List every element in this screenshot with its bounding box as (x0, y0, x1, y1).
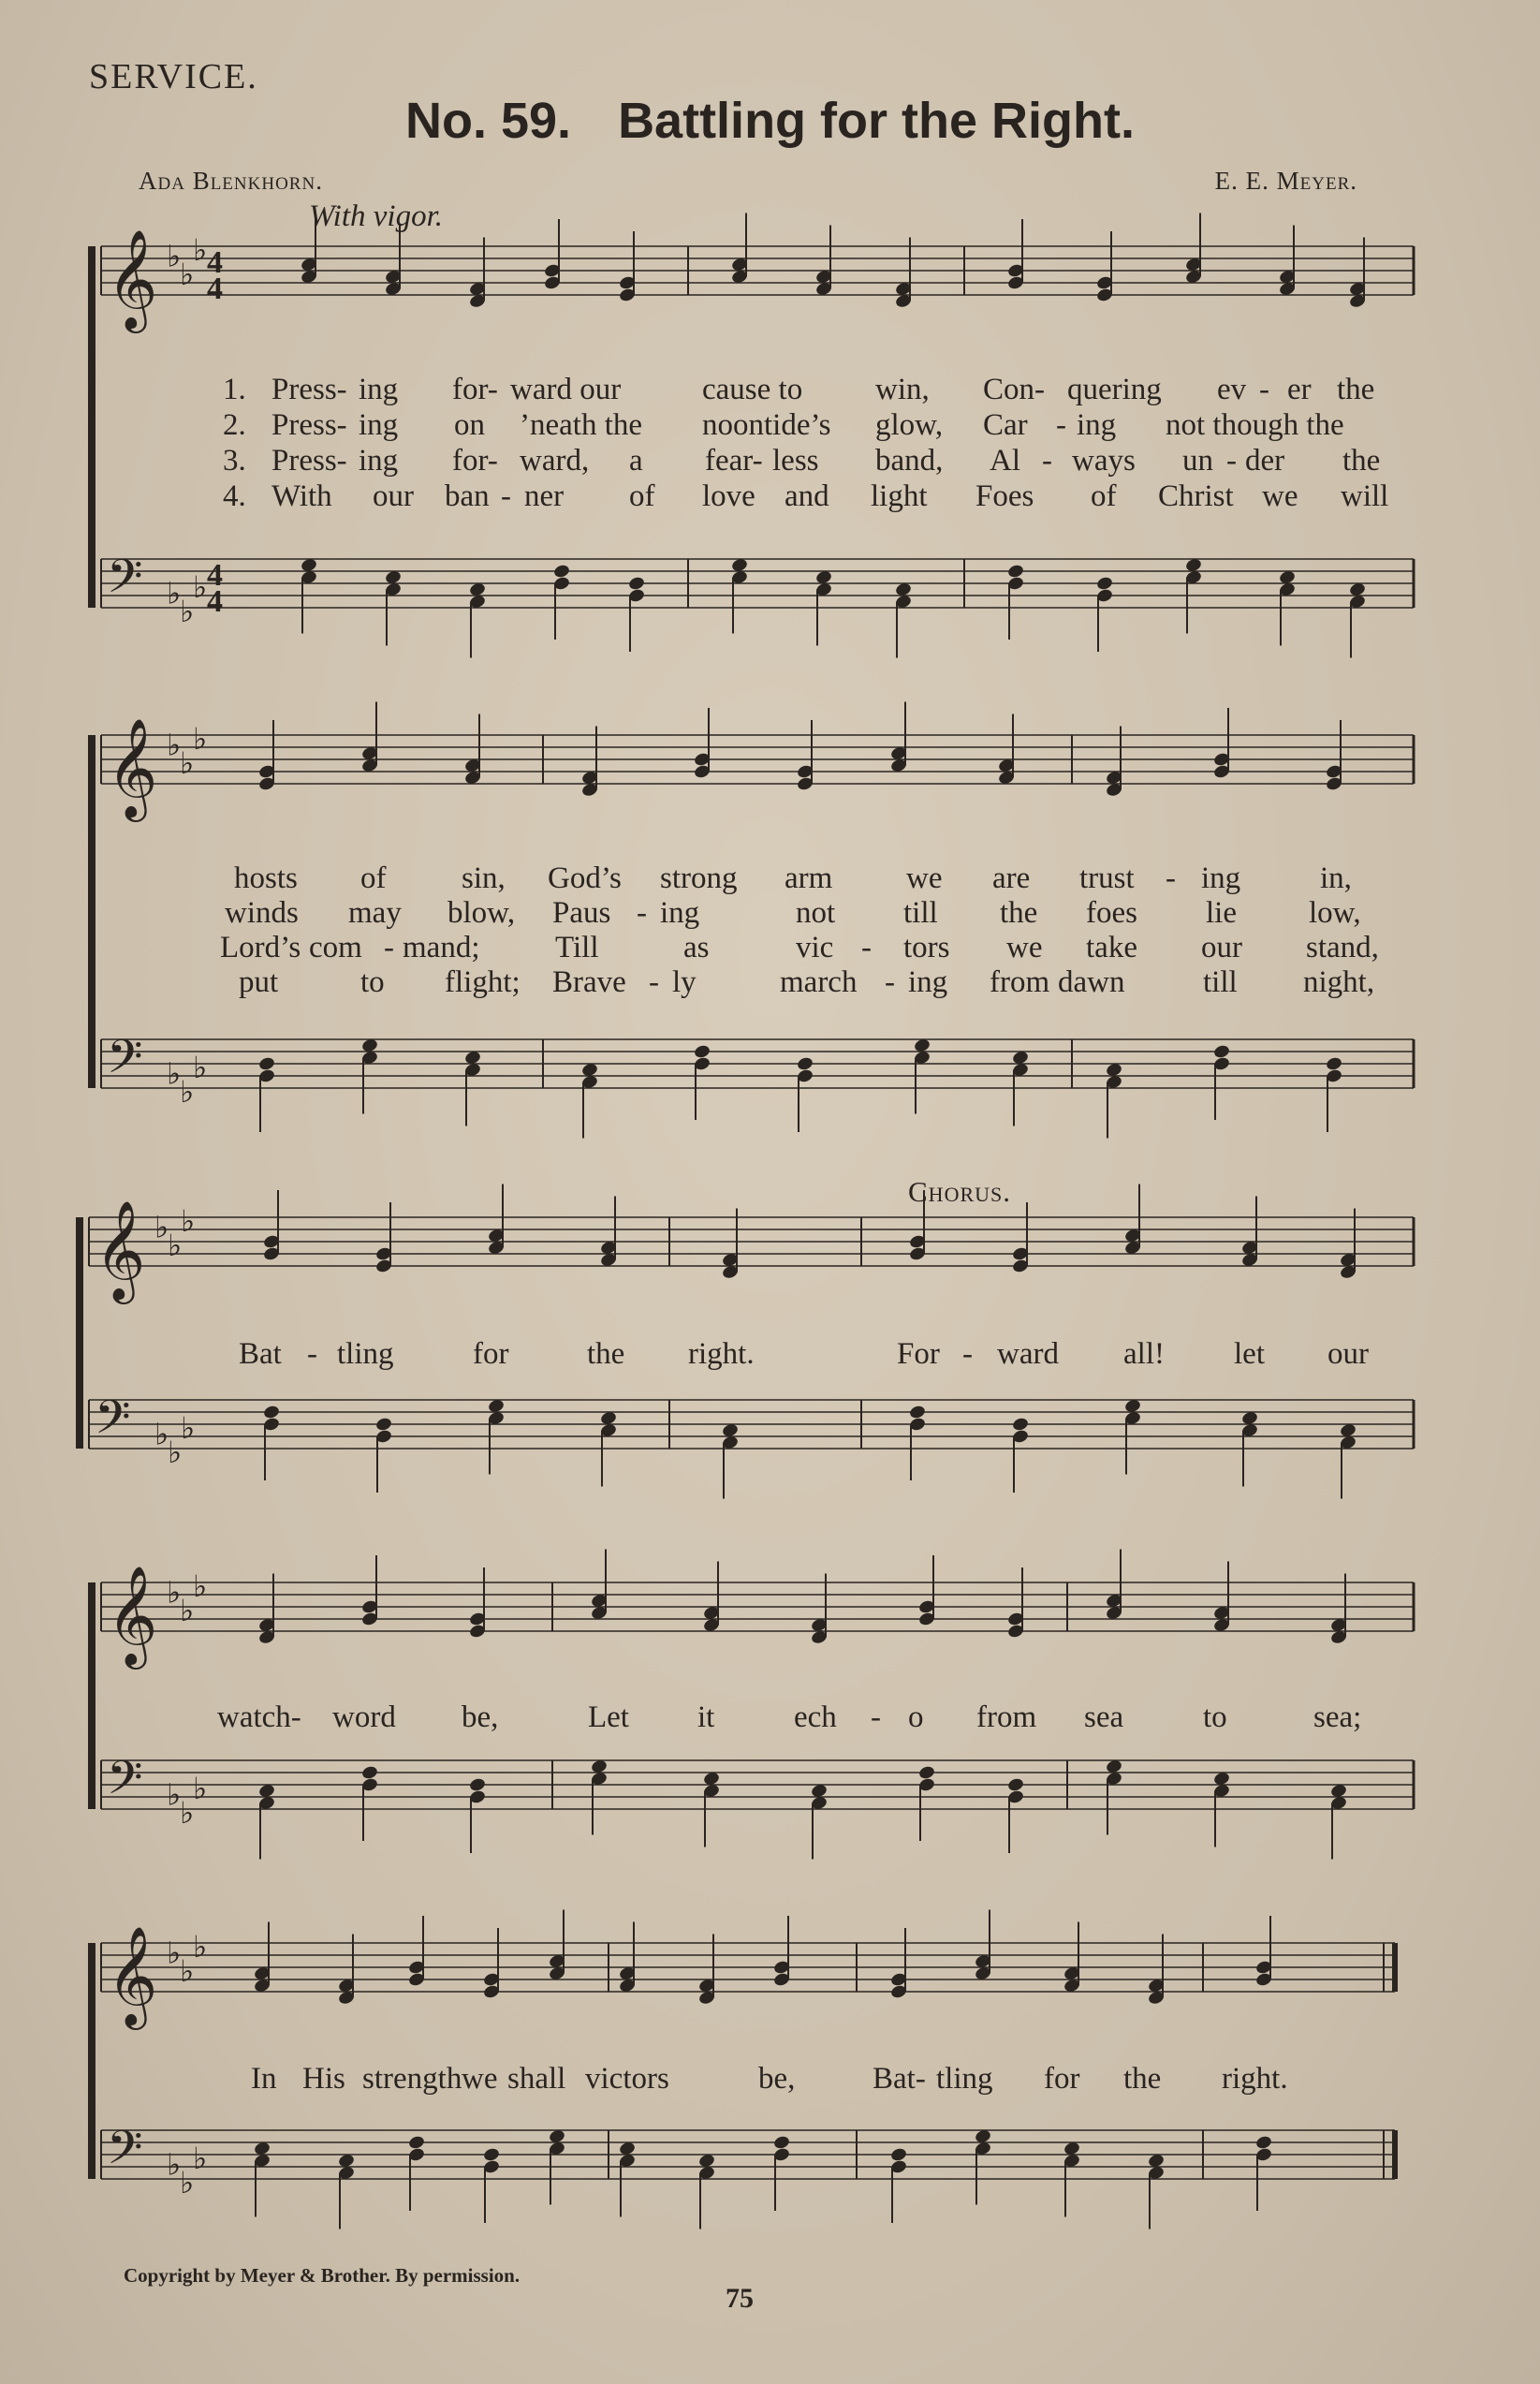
flat-icon: ♭ (180, 745, 195, 782)
lyric-row-verse3-system1: 3. Press- ing for- ward, a fear- less band, Al - ways un - der the (223, 444, 1381, 478)
note-head (552, 564, 570, 580)
note-head (257, 1056, 275, 1072)
flat-icon: ♭ (180, 2165, 195, 2201)
flat-icon: ♭ (167, 1055, 182, 1092)
flat-icon: ♭ (154, 1209, 169, 1245)
flat-icon: ♭ (193, 2141, 208, 2177)
flat-icon: ♭ (180, 1593, 195, 1629)
time-signature: 4 (207, 558, 223, 593)
note-head (1006, 564, 1024, 580)
note-head (889, 2147, 907, 2163)
note-head (374, 1417, 392, 1433)
author-credit: Ada Blenkhorn. (139, 167, 323, 195)
note-head (1095, 576, 1113, 592)
treble-clef: 𝄞 (95, 1199, 146, 1300)
note-head (1325, 1056, 1342, 1072)
note-head (1254, 2135, 1272, 2151)
chorus-label: Chorus. (908, 1175, 1011, 1208)
note-head (917, 1765, 935, 1781)
flat-icon: ♭ (180, 257, 195, 293)
flat-icon: ♭ (193, 1568, 208, 1605)
lyric-row-system5: In His strength we shall victors be, Bat- tling for the right. (251, 2062, 1288, 2096)
flat-icon: ♭ (193, 1929, 208, 1965)
note-head (468, 1777, 486, 1793)
note-head (1212, 1044, 1230, 1060)
copyright-notice: Copyright by Meyer & Brother. By permission. (124, 2264, 521, 2287)
lyric-row-verse3-system2: Lord’s com - mand; Till as vic - tors we take our stand, (220, 931, 1379, 964)
note-head (1011, 1417, 1029, 1433)
flat-icon: ♭ (193, 721, 208, 758)
flat-icon: ♭ (168, 1228, 183, 1264)
flat-icon: ♭ (168, 1435, 183, 1471)
bass-clef: 𝄢 (107, 550, 143, 615)
flat-icon: ♭ (180, 1953, 195, 1990)
flat-icon: ♭ (193, 1050, 208, 1086)
note-head (693, 1044, 711, 1060)
flat-icon: ♭ (181, 1203, 196, 1240)
treble-clef: 𝄞 (107, 1925, 158, 2025)
bass-clef: 𝄢 (107, 1030, 143, 1096)
flat-icon: ♭ (180, 594, 195, 630)
time-signature: 4 (207, 245, 223, 280)
note-head (360, 1765, 378, 1781)
time-signature: 4 (207, 272, 223, 306)
lyric-row-verse2-system2: winds may blow, Paus - ing not till the foes lie low, (225, 896, 1361, 930)
flat-icon: ♭ (167, 2146, 182, 2183)
lyric-row-verse2-system1: 2. Press- ing on ’neath the noontide’s glow, Car - ing not though the (223, 408, 1344, 442)
hymn-title: Battling for the Right. (618, 93, 1135, 149)
bass-clef: 𝄢 (95, 1391, 131, 1456)
note-head (407, 2135, 425, 2151)
flat-icon: ♭ (167, 1776, 182, 1813)
lyric-row-verse1-system1: 1. Press- ing for- ward our cause to win, Con- quering ev - er the (223, 373, 1375, 406)
note-head (772, 2135, 790, 2151)
flat-icon: ♭ (167, 1935, 182, 1971)
flat-icon: ♭ (193, 1771, 208, 1807)
lyric-row-system4: watch- word be, Let it ech - o from sea to sea; (217, 1700, 1362, 1734)
bass-clef: 𝄢 (107, 2121, 143, 2186)
tempo-marking: With vigor. (309, 199, 444, 233)
flat-icon: ♭ (154, 1416, 169, 1452)
lyric-row-verse1-system2: hosts of sin, God’s strong arm we are trust - ing in, (234, 861, 1352, 895)
treble-clef: 𝄞 (107, 1565, 158, 1665)
flat-icon: ♭ (167, 1574, 182, 1611)
page-number: 75 (726, 2283, 754, 2314)
flat-icon: ♭ (181, 1410, 196, 1447)
flat-icon: ♭ (193, 569, 208, 606)
flat-icon: ♭ (180, 1074, 195, 1111)
note-head (1006, 1777, 1024, 1793)
hymn-number: No. 59. (405, 93, 572, 149)
note-head (796, 1056, 814, 1072)
note-head (262, 1405, 280, 1420)
lyric-row-system3: Bat - tling for the right. For - ward all! let our (239, 1337, 1369, 1371)
note-head (627, 576, 645, 592)
treble-clef: 𝄞 (107, 717, 158, 817)
flat-icon: ♭ (167, 727, 182, 763)
lyric-row-verse4-system2: put to flight; Brave - ly march - ing from dawn till night, (239, 965, 1375, 999)
note-head (482, 2147, 500, 2163)
composer-credit: E. E. Meyer. (1214, 167, 1357, 195)
treble-clef: 𝄞 (107, 228, 158, 329)
flat-icon: ♭ (180, 1795, 195, 1832)
flat-icon: ♭ (193, 232, 208, 269)
flat-icon: ♭ (167, 575, 182, 611)
flat-icon: ♭ (167, 238, 182, 274)
time-signature: 4 (207, 584, 223, 619)
section-label: SERVICE. (89, 57, 258, 96)
bass-clef: 𝄢 (107, 1751, 143, 1817)
lyric-row-verse4-system1: 4. With our ban - ner of love and light Foes of Christ we will (223, 479, 1389, 513)
note-head (908, 1405, 926, 1420)
